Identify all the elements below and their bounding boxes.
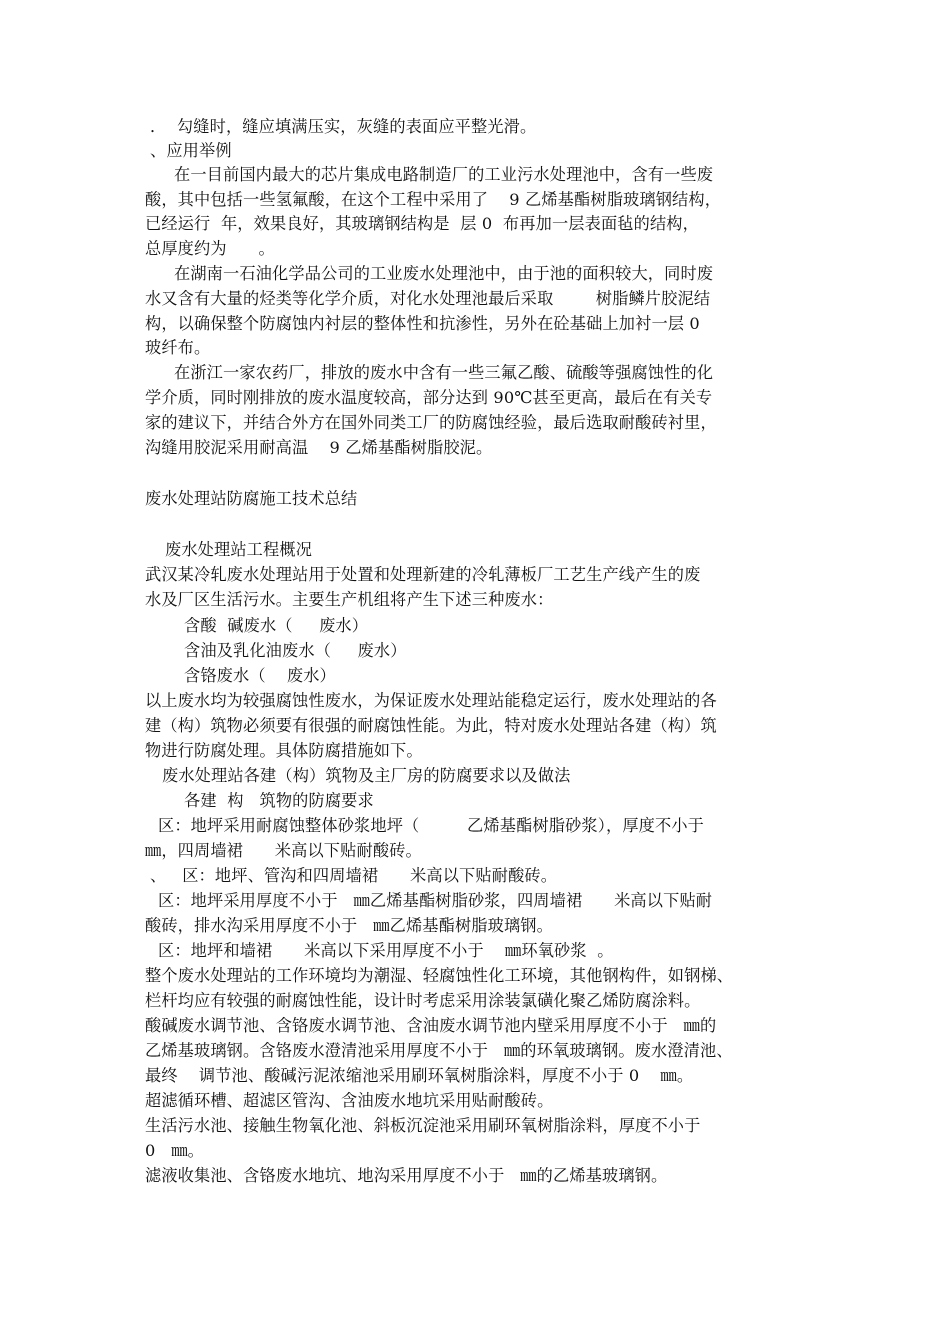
text-line: 乙烯基玻璃钢。含铬废水澄清池采用厚度不小于 ㎜的环氧玻璃钢。废水澄清池、 — [145, 1041, 733, 1060]
text-line: 最终 调节池、酸碱污泥浓缩池采用刷环氧树脂涂料，厚度不小于 0 ㎜。 — [145, 1066, 694, 1085]
text-line: 在湖南一石油化学品公司的工业废水处理池中，由于池的面积较大，同时废 — [174, 264, 714, 283]
subsection-heading: 各建 构 筑物的防腐要求 — [184, 791, 374, 810]
text-line: 酸砖，排水沟采用厚度不小于 ㎜乙烯基酯树脂玻璃钢。 — [145, 916, 553, 935]
text-line: 酸碱废水调节池、含铬废水调节池、含油废水调节池内壁采用厚度不小于 ㎜的 — [145, 1016, 717, 1035]
text-line: 滤液收集池、含铬废水地坑、地沟采用厚度不小于 ㎜的乙烯基玻璃钢。 — [145, 1166, 668, 1185]
text-line: 玻纤布。 — [145, 338, 211, 357]
text-line: 整个废水处理站的工作环境均为潮湿、轻腐蚀性化工环境，其他钢构件，如钢梯、 — [145, 966, 734, 985]
text-line: ㎜，四周墙裙 米高以下贴耐酸砖。 — [145, 841, 422, 860]
text-line: 区：地坪采用厚度不小于 ㎜乙烯基酯树脂砂浆，四周墙裙 米高以下贴耐 — [158, 891, 713, 910]
text-line: 在浙江一家农药厂，排放的废水中含有一些三氟乙酸、硫酸等强腐蚀性的化 — [174, 363, 714, 382]
text-line: 已经运行 年，效果良好，其玻璃钢结构是 层 0 布再加一层表面毡的结构， — [145, 214, 699, 233]
text-line: ． 勾缝时，缝应填满压实，灰缝的表面应平整光滑。 — [150, 117, 537, 136]
text-line: 、 区：地坪、管沟和四周墙裙 米高以下贴耐酸砖。 — [150, 866, 558, 885]
text-line: 栏杆均应有较强的耐腐蚀性能，设计时考虑采用涂装氯磺化聚乙烯防腐涂料。 — [145, 991, 701, 1010]
text-line: 学介质，同时刚排放的废水温度较高，部分达到 90℃甚至更高，最后在有关专 — [145, 388, 713, 407]
text-line: 区：地坪采用耐腐蚀整体砂浆地坪（ 乙烯基酯树脂砂浆），厚度不小于 — [158, 816, 705, 835]
text-line: 总厚度约为 。 — [145, 239, 275, 258]
text-line: 生活污水池、接触生物氧化池、斜板沉淀池采用刷环氧树脂涂料，厚度不小于 — [145, 1116, 701, 1135]
text-line: 沟缝用胶泥采用耐高温 9 乙烯基酯树脂胶泥。 — [145, 438, 493, 457]
text-line: 水及厂区生活污水。主要生产机组将产生下述三种废水： — [145, 590, 554, 609]
text-line: 构，以确保整个防腐蚀内衬层的整体性和抗渗性，另外在砼基础上加衬一层 0 — [145, 314, 700, 333]
text-line: 水又含有大量的烃类等化学介质，对化水处理池最后采取 树脂鳞片胶泥结 — [145, 289, 711, 308]
list-item: 含油及乳化油废水（ 废水） — [184, 641, 407, 660]
text-line: 建（构）筑物必须要有很强的耐腐蚀性能。为此，特对废水处理站各建（构）筑 — [145, 716, 717, 735]
section-heading: 、应用举例 — [150, 141, 232, 160]
text-line: 武汉某冷轧废水处理站用于处置和处理新建的冷轧薄板厂工艺生产线产生的废 — [145, 565, 701, 584]
text-line: 0 ㎜。 — [145, 1141, 205, 1160]
text-line: 区：地坪和墙裙 米高以下采用厚度不小于 ㎜环氧砂浆 。 — [158, 941, 614, 960]
text-line: 物进行防腐处理。具体防腐措施如下。 — [145, 741, 423, 760]
section-heading: 废水处理站工程概况 — [165, 540, 313, 559]
list-item: 含铬废水（ 废水） — [184, 666, 336, 685]
text-line: 以上废水均为较强腐蚀性废水，为保证废水处理站能稳定运行，废水处理站的各 — [145, 691, 717, 710]
text-line: 家的建议下，并结合外方在国外同类工厂的防腐蚀经验，最后选取耐酸砖衬里， — [145, 413, 717, 432]
document-title: 废水处理站防腐施工技术总结 — [145, 489, 358, 508]
text-line: 酸，其中包括一些氢氟酸，在这个工程中采用了 9 乙烯基酯树脂玻璃钢结构， — [145, 190, 722, 209]
list-item: 含酸 碱废水（ 废水） — [184, 616, 369, 635]
text-line: 超滤循环槽、超滤区管沟、含油废水地坑采用贴耐酸砖。 — [145, 1091, 554, 1110]
text-line: 在一目前国内最大的芯片集成电路制造厂的工业污水处理池中，含有一些废 — [174, 165, 714, 184]
section-heading: 废水处理站各建（构）筑物及主厂房的防腐要求以及做法 — [162, 766, 571, 785]
